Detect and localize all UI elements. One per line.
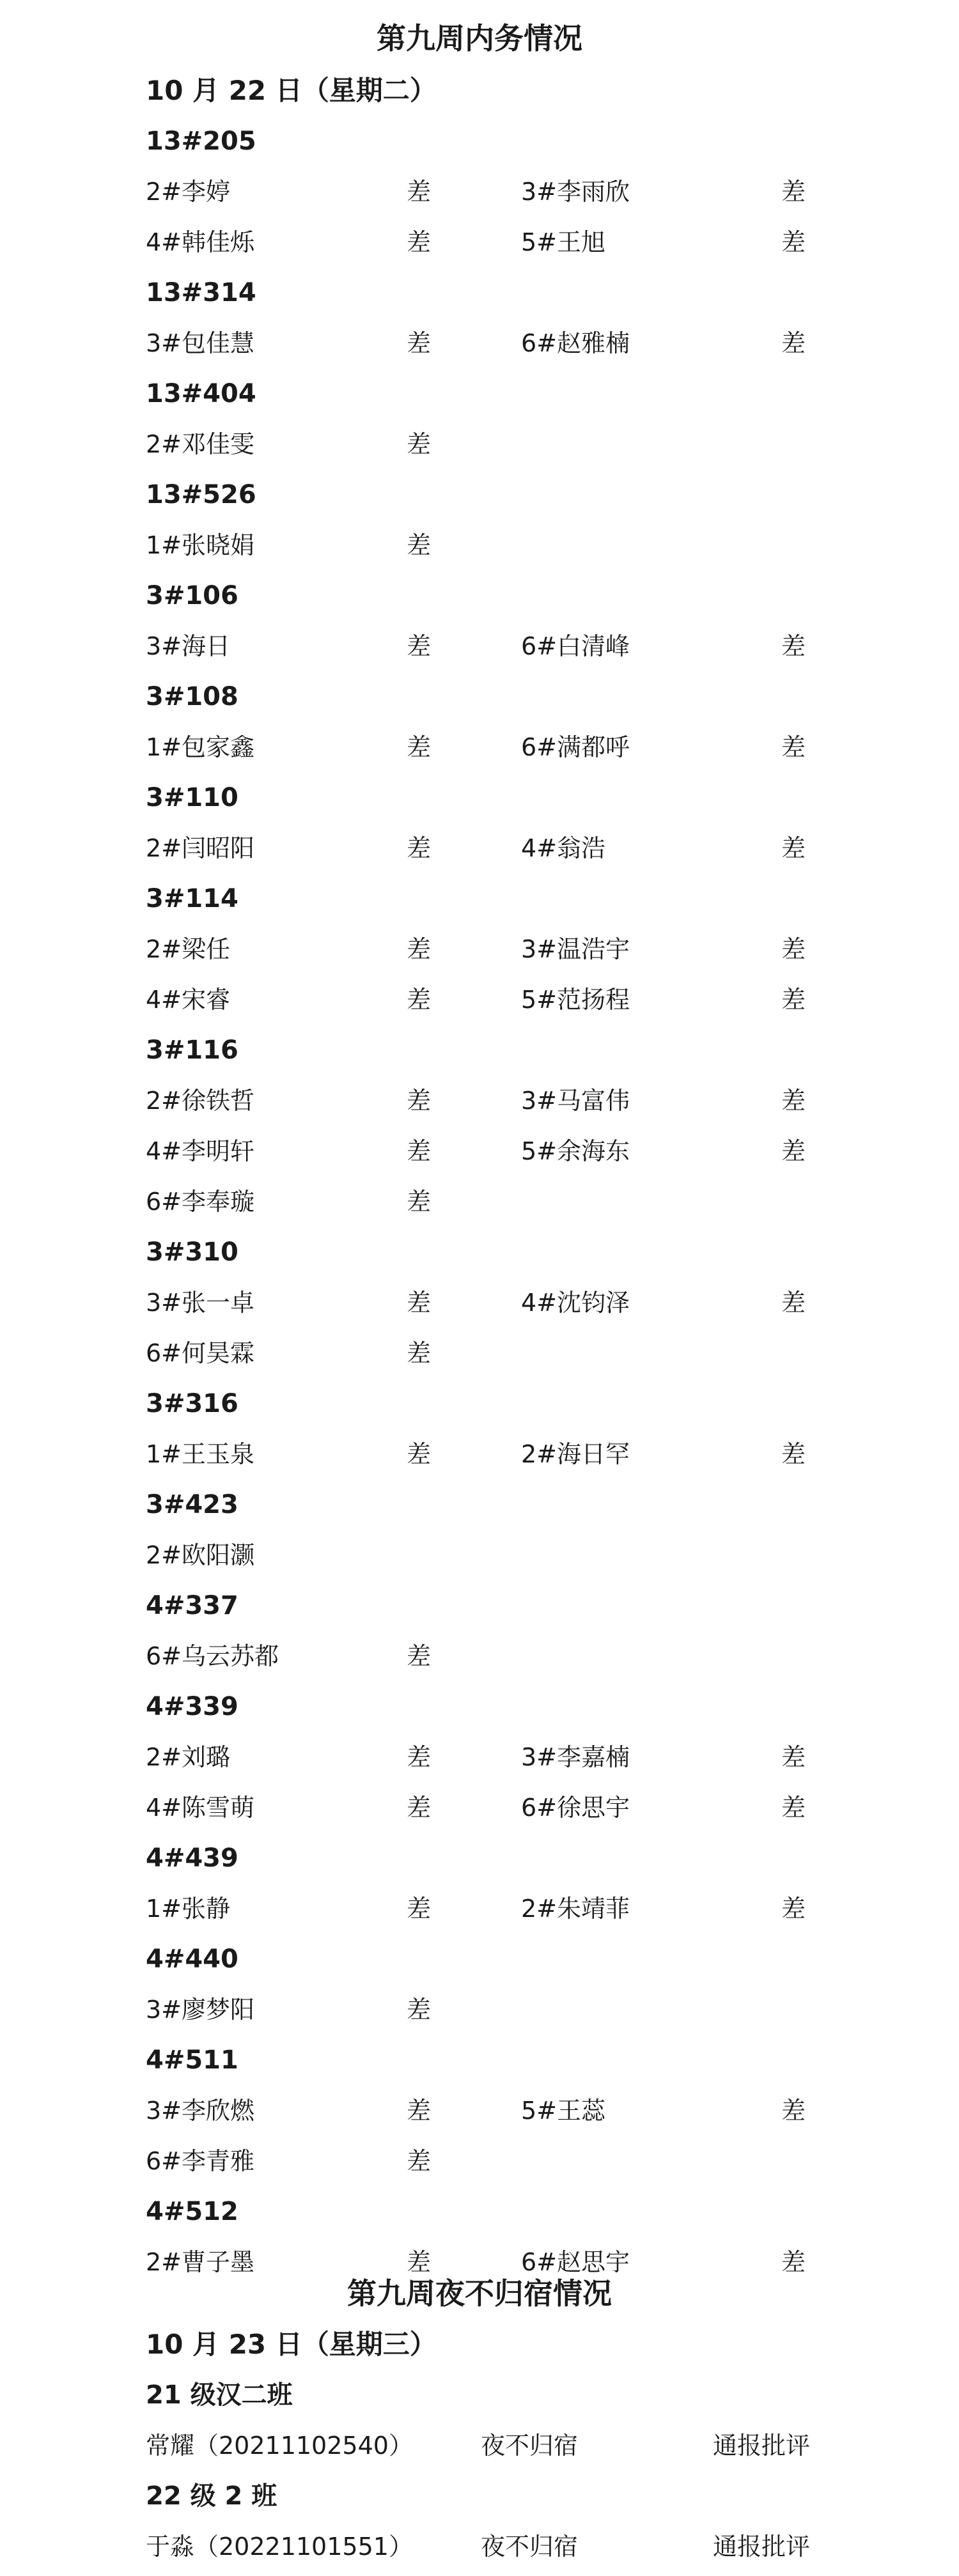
inspection-status: 差 bbox=[407, 531, 432, 559]
student-name: 1#包家鑫 bbox=[146, 733, 255, 761]
student-name: 5#王蕊 bbox=[521, 2097, 606, 2125]
student-name: 2#朱靖菲 bbox=[521, 1895, 630, 1923]
student-name: 3#李雨欣 bbox=[521, 178, 630, 206]
student-name: 3#海日 bbox=[146, 632, 231, 660]
inspection-status: 差 bbox=[407, 632, 432, 660]
inspection-status: 差 bbox=[407, 935, 432, 963]
inspection-status: 差 bbox=[781, 228, 806, 256]
inspection-status: 差 bbox=[781, 1743, 806, 1771]
inspection-status: 差 bbox=[781, 935, 806, 963]
inspection-status: 差 bbox=[781, 329, 806, 357]
inspection-status: 差 bbox=[781, 733, 806, 761]
inspection-status: 差 bbox=[781, 1087, 806, 1115]
student-name: 5#范扬程 bbox=[521, 986, 630, 1014]
student-name: 6#赵雅楠 bbox=[521, 329, 630, 357]
inspection-status: 差 bbox=[407, 834, 432, 862]
inspection-status: 差 bbox=[407, 228, 432, 256]
student-name: 4#李明轩 bbox=[146, 1137, 255, 1165]
inspection-status: 差 bbox=[407, 1996, 432, 2024]
student-name: 6#赵思宇 bbox=[521, 2248, 630, 2276]
inspection-status: 差 bbox=[407, 1289, 432, 1317]
room-number: 4#337 bbox=[146, 1591, 238, 1620]
room-number: 3#110 bbox=[146, 783, 238, 812]
student-name: 6#白清峰 bbox=[521, 632, 630, 660]
inspection-status: 差 bbox=[781, 1895, 806, 1923]
inspection-status: 差 bbox=[407, 986, 432, 1014]
student-name: 6#李青雅 bbox=[146, 2147, 255, 2175]
room-number: 4#512 bbox=[146, 2197, 238, 2226]
student-name: 2#欧阳灏 bbox=[146, 1541, 255, 1569]
disciplinary-action: 通报批评 bbox=[713, 2432, 811, 2460]
inspection-status: 差 bbox=[407, 1339, 432, 1367]
inspection-status: 差 bbox=[781, 2248, 806, 2276]
room-number: 13#314 bbox=[146, 278, 256, 307]
section2-title: 第九周夜不归宿情况 bbox=[347, 2276, 612, 2311]
inspection-status: 差 bbox=[407, 2147, 432, 2175]
class-name: 22 级 2 班 bbox=[146, 2481, 277, 2511]
student-name: 2#闫昭阳 bbox=[146, 834, 255, 862]
inspection-status: 差 bbox=[407, 1188, 432, 1216]
student-name: 6#乌云苏都 bbox=[146, 1642, 279, 1670]
student-name: 6#满都呼 bbox=[521, 733, 630, 761]
student-name: 6#李奉璇 bbox=[146, 1188, 255, 1216]
section1-date: 10 月 22 日（星期二） bbox=[146, 75, 437, 106]
inspection-status: 差 bbox=[781, 632, 806, 660]
violation-type: 夜不归宿 bbox=[481, 2432, 579, 2460]
room-number: 4#440 bbox=[146, 1944, 238, 1974]
student-name: 4#沈钧泽 bbox=[521, 1289, 630, 1317]
violation-type: 夜不归宿 bbox=[481, 2533, 579, 2561]
inspection-status: 差 bbox=[407, 430, 432, 458]
student-name: 4#翁浩 bbox=[521, 834, 606, 862]
room-number: 3#116 bbox=[146, 1036, 238, 1065]
room-number: 3#114 bbox=[146, 884, 238, 913]
class-name: 21 级汉二班 bbox=[146, 2380, 293, 2410]
inspection-status: 差 bbox=[781, 2097, 806, 2125]
inspection-status: 差 bbox=[407, 178, 432, 206]
room-number: 4#339 bbox=[146, 1692, 238, 1721]
inspection-status: 差 bbox=[407, 1794, 432, 1822]
room-number: 3#106 bbox=[146, 581, 238, 610]
student-name: 4#宋睿 bbox=[146, 986, 231, 1014]
inspection-status: 差 bbox=[781, 178, 806, 206]
inspection-status: 差 bbox=[781, 1794, 806, 1822]
inspection-status: 差 bbox=[407, 1137, 432, 1165]
inspection-status: 差 bbox=[781, 1289, 806, 1317]
student-name: 2#徐铁哲 bbox=[146, 1087, 255, 1115]
student-name: 2#曹子墨 bbox=[146, 2248, 255, 2276]
student-name: 2#梁任 bbox=[146, 935, 231, 963]
section1-title: 第九周内务情况 bbox=[377, 21, 582, 56]
student-name: 2#海日罕 bbox=[521, 1440, 630, 1468]
student-name: 5#余海东 bbox=[521, 1137, 630, 1165]
inspection-status: 差 bbox=[781, 1137, 806, 1165]
student-name: 3#张一卓 bbox=[146, 1289, 255, 1317]
student-with-id: 于淼（20221101551） bbox=[146, 2533, 413, 2561]
student-name: 3#李欣燃 bbox=[146, 2097, 255, 2125]
student-name: 2#邓佳雯 bbox=[146, 430, 255, 458]
inspection-status: 差 bbox=[407, 1087, 432, 1115]
inspection-status: 差 bbox=[407, 329, 432, 357]
student-name: 6#徐思宇 bbox=[521, 1794, 630, 1822]
student-name: 3#廖梦阳 bbox=[146, 1996, 255, 2024]
room-number: 13#526 bbox=[146, 480, 256, 509]
student-name: 4#陈雪萌 bbox=[146, 1794, 255, 1822]
student-name: 1#张晓娟 bbox=[146, 531, 255, 559]
student-name: 3#温浩宇 bbox=[521, 935, 630, 963]
inspection-status: 差 bbox=[781, 1440, 806, 1468]
room-number: 3#108 bbox=[146, 682, 238, 711]
student-name: 5#王旭 bbox=[521, 228, 606, 256]
student-name: 4#韩佳烁 bbox=[146, 228, 255, 256]
student-name: 2#刘璐 bbox=[146, 1743, 231, 1771]
student-name: 1#王玉泉 bbox=[146, 1440, 255, 1468]
room-number: 3#316 bbox=[146, 1389, 238, 1418]
student-name: 3#包佳慧 bbox=[146, 329, 255, 357]
room-number: 13#404 bbox=[146, 379, 256, 408]
student-name: 2#李婷 bbox=[146, 178, 231, 206]
inspection-status: 差 bbox=[407, 2248, 432, 2276]
inspection-status: 差 bbox=[781, 834, 806, 862]
inspection-status: 差 bbox=[407, 1642, 432, 1670]
student-name: 6#何昊霖 bbox=[146, 1339, 255, 1367]
inspection-status: 差 bbox=[407, 733, 432, 761]
inspection-status: 差 bbox=[407, 1743, 432, 1771]
student-name: 3#马富伟 bbox=[521, 1087, 630, 1115]
room-number: 13#205 bbox=[146, 127, 256, 156]
room-number: 4#511 bbox=[146, 2045, 238, 2075]
room-number: 3#423 bbox=[146, 1490, 238, 1519]
room-number: 3#310 bbox=[146, 1238, 238, 1267]
inspection-status: 差 bbox=[407, 1440, 432, 1468]
student-name: 3#李嘉楠 bbox=[521, 1743, 630, 1771]
room-number: 4#439 bbox=[146, 1843, 238, 1873]
disciplinary-action: 通报批评 bbox=[713, 2533, 811, 2561]
student-name: 1#张静 bbox=[146, 1895, 231, 1923]
section2-date: 10 月 23 日（星期三） bbox=[146, 2329, 437, 2360]
inspection-status: 差 bbox=[407, 2097, 432, 2125]
inspection-status: 差 bbox=[781, 986, 806, 1014]
student-with-id: 常耀（20211102540） bbox=[146, 2432, 413, 2460]
inspection-status: 差 bbox=[407, 1895, 432, 1923]
